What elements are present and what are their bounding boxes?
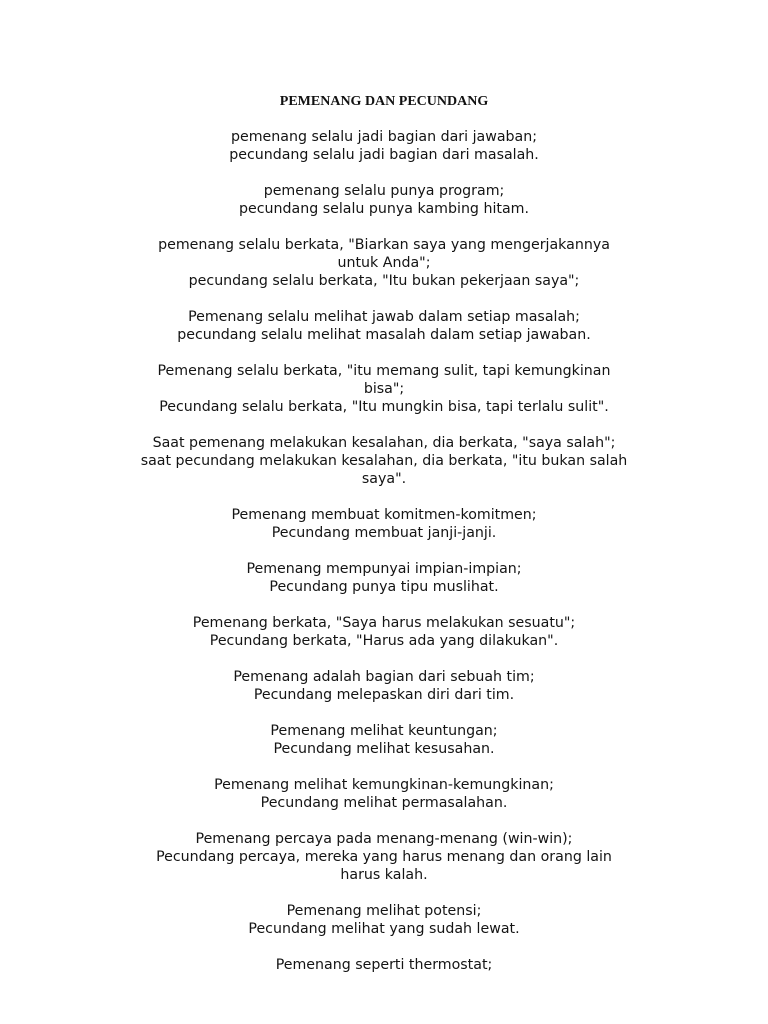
poem-line: pecundang selalu melihat masalah dalam setiap jawaban.	[177, 327, 591, 343]
poem-line: pecundang selalu jadi bagian dari masalah.	[229, 147, 539, 163]
poem-line: Pemenang percaya pada menang-menang (win-win);	[195, 831, 573, 847]
stanza	[110, 362, 658, 416]
stanza	[110, 236, 658, 290]
poem-line: pemenang selalu jadi bagian dari jawaban;	[230, 129, 537, 145]
poem-line: untuk Anda";	[337, 255, 431, 271]
poem-body	[110, 128, 658, 992]
poem-line: Pemenang selalu melihat jawab dalam setiap masalah;	[188, 309, 580, 325]
poem-line: Pecundang percaya, mereka yang harus menang dan orang lain	[156, 849, 612, 865]
stanza	[110, 614, 658, 650]
poem-line: Pecundang melepaskan diri dari tim.	[253, 687, 515, 703]
poem-line: Pecundang punya tipu muslihat.	[269, 579, 499, 595]
poem-line: Pemenang adalah bagian dari sebuah tim;	[233, 669, 535, 685]
poem-line: Pemenang melihat keuntungan;	[270, 723, 498, 739]
poem-line: pemenang selalu punya program;	[263, 183, 505, 199]
poem-line: pecundang selalu berkata, "Itu bukan pekerjaan saya";	[188, 273, 580, 289]
poem-line: pecundang selalu punya kambing hitam.	[239, 201, 529, 217]
stanza	[110, 722, 658, 758]
poem-line: Saat pemenang melakukan kesalahan, dia berkata, "saya salah";	[152, 435, 616, 451]
stanza	[110, 308, 658, 344]
poem-line: Pemenang melihat potensi;	[286, 903, 482, 919]
page-title: PEMENANG DAN PECUNDANG	[279, 94, 489, 109]
poem-line: Pecundang melihat yang sudah lewat.	[248, 921, 520, 937]
poem-line: Pemenang mempunyai impian-impian;	[246, 561, 522, 577]
poem-line: Pemenang seperti thermostat;	[275, 957, 493, 973]
poem-line: bisa";	[363, 381, 405, 397]
stanza	[110, 128, 658, 164]
stanza	[110, 560, 658, 596]
stanza	[110, 434, 658, 488]
stanza	[110, 506, 658, 542]
poem-line: Pecundang membuat janji-janji.	[271, 525, 497, 541]
poem-line: Pecundang berkata, "Harus ada yang dilakukan".	[209, 633, 559, 649]
stanza	[110, 776, 658, 812]
stanza	[110, 668, 658, 704]
poem-line: Pecundang melihat permasalahan.	[260, 795, 508, 811]
poem-line: Pemenang melihat kemungkinan-kemungkinan;	[214, 777, 554, 793]
poem-line: Pemenang membuat komitmen-komitmen;	[231, 507, 537, 523]
poem-line: pemenang selalu berkata, "Biarkan saya yang mengerjakannya	[158, 237, 610, 253]
poem-line: saya".	[361, 471, 407, 487]
poem-line: Pemenang selalu berkata, "itu memang sulit, tapi kemungkinan	[157, 363, 611, 379]
stanza	[110, 182, 658, 218]
stanza	[110, 902, 658, 938]
stanza	[110, 830, 658, 884]
stanza	[110, 956, 658, 974]
poem-line: Pemenang berkata, "Saya harus melakukan sesuatu";	[192, 615, 576, 631]
poem-line: Pecundang selalu berkata, "Itu mungkin bisa, tapi terlalu sulit".	[159, 399, 609, 415]
poem-line: saat pecundang melakukan kesalahan, dia berkata, "itu bukan salah	[140, 453, 628, 469]
poem-line: harus kalah.	[340, 867, 428, 883]
poem-line: Pecundang melihat kesusahan.	[273, 741, 495, 757]
